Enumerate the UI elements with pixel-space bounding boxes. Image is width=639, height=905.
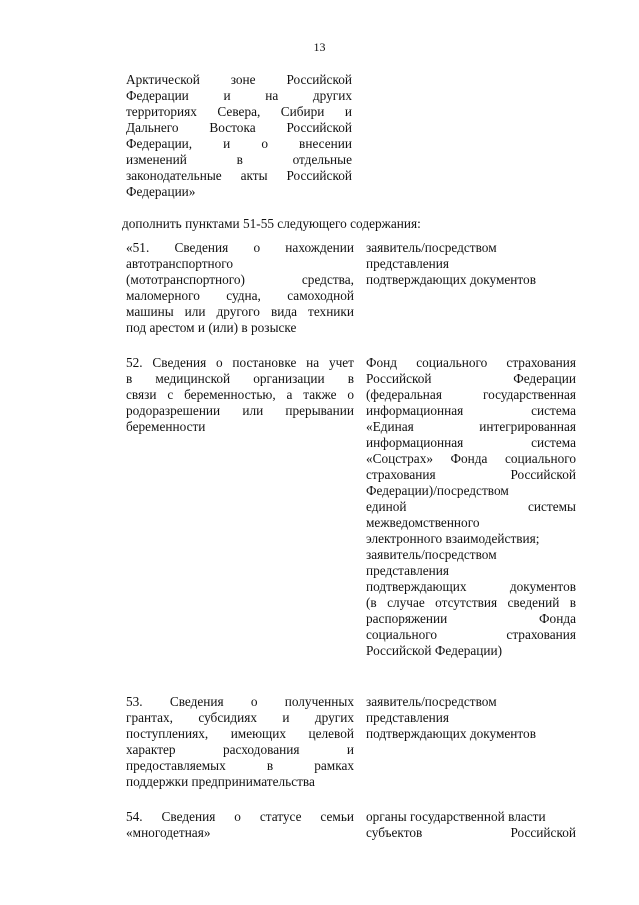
text-line: страхования Российской — [366, 467, 576, 482]
item-53-source — [366, 694, 576, 742]
lead-sentence: дополнить пунктами 51-55 следующего содержания: — [122, 216, 421, 231]
text-line: (мототранспортного) средства, — [126, 272, 354, 287]
text-line: Фонд социального страхования — [366, 355, 576, 370]
text-line: поступлениях, имеющих целевой — [126, 726, 354, 741]
text-line: информационная система — [366, 435, 576, 450]
item-52-description — [126, 355, 354, 435]
page-number: 13 — [313, 40, 326, 54]
intro-line: Дальнего Востока Российской — [126, 120, 352, 135]
intro-line: изменений в отдельные — [126, 152, 352, 167]
item-54-source — [366, 809, 576, 841]
item-54-description — [126, 809, 354, 841]
intro-line: Федерации и на других — [126, 88, 352, 103]
text-line: межведомственного — [366, 515, 480, 530]
intro-line: Федерации, и о внесении — [126, 136, 352, 151]
text-line: Российской Федерации) — [366, 643, 503, 658]
text-line: подтверждающих документов — [366, 726, 536, 741]
text-line: социального страхования — [366, 627, 576, 642]
text-line: органы государственной власти — [366, 809, 546, 824]
item-51-description — [126, 240, 354, 336]
text-line: «51. Сведения о нахождении — [126, 240, 354, 255]
text-line: подтверждающих документов — [366, 272, 536, 287]
text-line: распоряжении Фонда — [366, 611, 576, 626]
text-line: «многодетная» — [126, 825, 211, 840]
text-line: «Соцстрах» Фонда социального — [366, 451, 576, 466]
intro-line: территориях Севера, Сибири и — [126, 104, 352, 119]
text-line: беременности — [126, 419, 206, 434]
text-line: единой системы — [366, 499, 576, 514]
text-line: Российской Федерации — [366, 371, 576, 386]
text-line: «Единая интегрированная — [366, 419, 576, 434]
text-line: автотранспортного — [126, 256, 234, 271]
text-line: представления — [366, 710, 450, 725]
intro-line: Федерации» — [126, 184, 196, 199]
text-line: родоразрешении или прерывании — [126, 403, 354, 418]
text-line: грантах, субсидиях и других — [126, 710, 354, 725]
text-line: заявитель/посредством — [366, 547, 497, 562]
text-line: субъектов Российской — [366, 825, 576, 840]
text-line: представления — [366, 256, 450, 271]
text-line: связи с беременностью, а также о — [126, 387, 354, 402]
text-line: 52. Сведения о постановке на учет — [126, 355, 354, 370]
text-line: характер расходования и — [126, 742, 354, 757]
text-line: машины или другого вида техники — [126, 304, 354, 319]
text-line: поддержки предпринимательства — [126, 774, 315, 789]
text-line: подтверждающих документов — [366, 579, 576, 594]
text-line: под арестом и (или) в розыске — [126, 320, 297, 335]
text-line: заявитель/посредством — [366, 694, 497, 709]
item-52-source — [366, 355, 576, 659]
intro-line: законодательные акты Российской — [126, 168, 352, 183]
text-line: (федеральная государственная — [366, 387, 576, 402]
text-line: (в случае отсутствия сведений в — [366, 595, 576, 610]
item-53-description — [126, 694, 354, 790]
intro-paragraph — [126, 72, 352, 200]
text-line: информационная система — [366, 403, 576, 418]
text-line: 54. Сведения о статусе семьи — [126, 809, 354, 824]
text-line: маломерного судна, самоходной — [126, 288, 354, 303]
text-line: предоставляемых в рамках — [126, 758, 354, 773]
text-line: Федерации)/посредством — [366, 483, 509, 498]
text-line: представления — [366, 563, 450, 578]
text-line: электронного взаимодействия; — [366, 531, 540, 546]
intro-line: Арктической зоне Российской — [126, 72, 352, 87]
text-line: 53. Сведения о полученных — [126, 694, 354, 709]
text-line: в медицинской организации в — [126, 371, 354, 386]
item-51-source — [366, 240, 576, 288]
text-line: заявитель/посредством — [366, 240, 497, 255]
